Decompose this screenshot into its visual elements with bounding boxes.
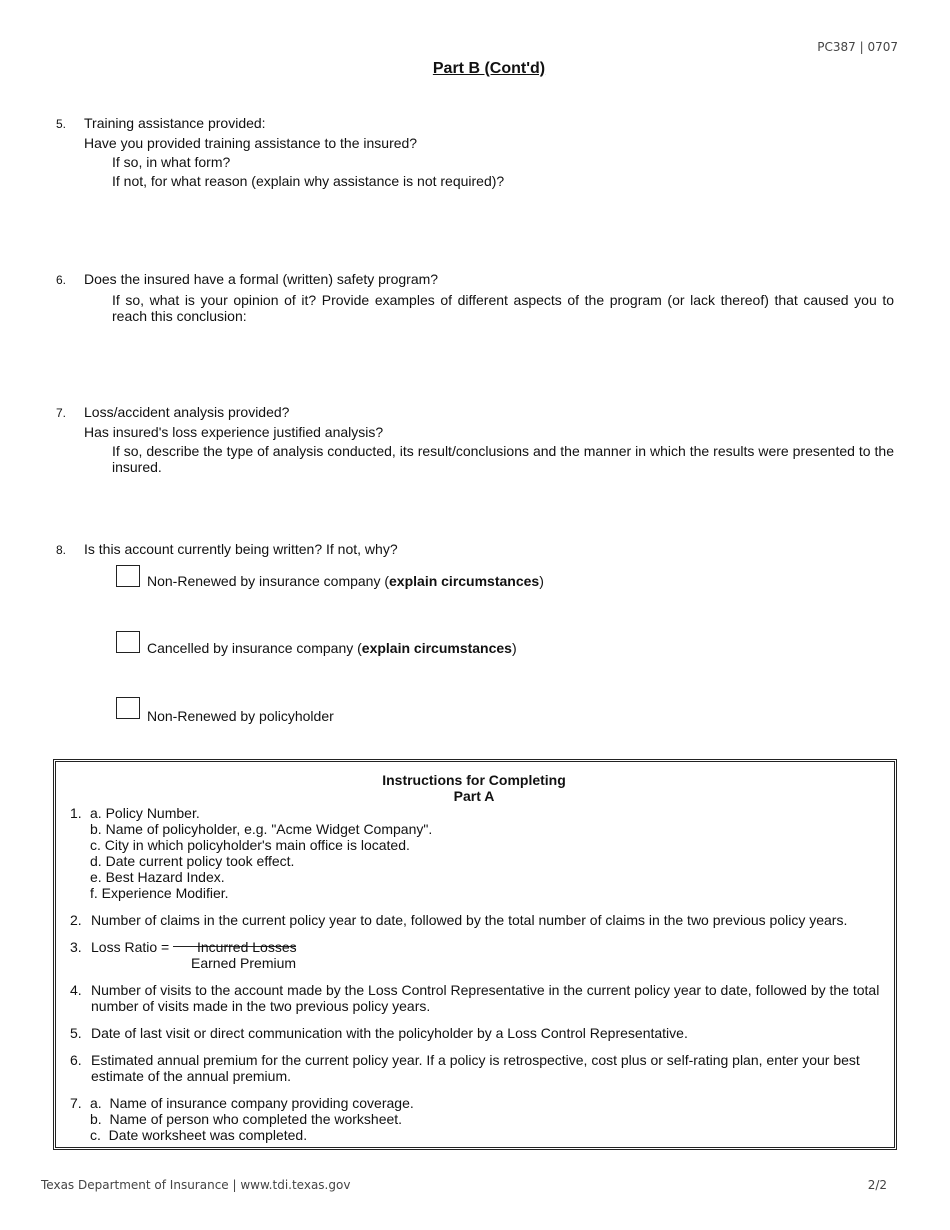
loss-ratio-denominator: Earned Premium: [191, 955, 297, 971]
question-7-text: Loss/accident analysis provided?: [84, 404, 290, 420]
page-number: 2/2: [867, 1178, 887, 1192]
instruction-2-number: 2.: [70, 912, 82, 928]
instruction-4-number: 4.: [70, 982, 82, 998]
instruction-1-list: [90, 805, 432, 901]
question-7-line-2: If so, describe the type of analysis conducted, its result/conclusions and the manner in which the results were presented to the insured.: [112, 443, 894, 475]
cancelled-insurer-checkbox[interactable]: [116, 631, 140, 653]
cancelled-insurer-label: Cancelled by insurance company (explain circumstances): [147, 640, 517, 656]
instruction-2-text: Number of claims in the current policy year to date, followed by the total number of claims in the two previous policy years.: [91, 912, 848, 928]
question-7-line-1: Has insured's loss experience justified analysis?: [84, 424, 384, 440]
instruction-1c: c. City in which policyholder's main office is located.: [90, 837, 410, 853]
question-5-line-1: Have you provided training assistance to the insured?: [84, 135, 418, 151]
non-renewed-policyholder-label: Non-Renewed by policyholder: [147, 708, 334, 724]
instruction-1e: e. Best Hazard Index.: [90, 869, 225, 885]
instruction-1b: b. Name of policyholder, e.g. "Acme Widget Company".: [90, 821, 433, 837]
instruction-7a: a. Name of insurance company providing coverage.: [90, 1095, 414, 1111]
instruction-1d: d. Date current policy took effect.: [90, 853, 295, 869]
instruction-1-number: 1.: [70, 805, 82, 821]
instruction-3-number: 3.: [70, 939, 82, 955]
question-5-line-2: If so, in what form?: [112, 154, 231, 170]
question-6-number: 6.: [56, 273, 67, 287]
question-6-line-1: If so, what is your opinion of it? Provide examples of different aspects of the program (or lack thereof) that caused you to reach this conclusion:: [112, 292, 894, 324]
question-7-number: 7.: [56, 406, 67, 420]
non-renewed-insurer-checkbox[interactable]: [116, 565, 140, 587]
question-8-text: Is this account currently being written? If not, why?: [84, 541, 398, 557]
non-renewed-policyholder-checkbox[interactable]: [116, 697, 140, 719]
question-6-text: Does the insured have a formal (written) safety program?: [84, 271, 439, 287]
footer-agency: Texas Department of Insurance | www.tdi.texas.gov: [41, 1178, 351, 1192]
instruction-1f: f. Experience Modifier.: [90, 885, 229, 901]
loss-ratio-label: Loss Ratio =: [91, 939, 170, 955]
instruction-7b: b. Name of person who completed the worksheet.: [90, 1111, 403, 1127]
question-5-text: Training assistance provided:: [84, 115, 266, 131]
instruction-1a: a. Policy Number.: [90, 805, 200, 821]
instruction-7-number: 7.: [70, 1095, 82, 1111]
instruction-5-number: 5.: [70, 1025, 82, 1041]
form-id: PC387 | 0707: [817, 40, 898, 54]
instruction-6-number: 6.: [70, 1052, 82, 1068]
loss-ratio-numerator: Incurred Losses: [197, 939, 297, 955]
instruction-4-text: Number of visits to the account made by the Loss Control Representative in the current policy year to date, followed by the total number of visits made in the two previous policy years.: [91, 982, 880, 1014]
question-5-number: 5.: [56, 117, 67, 131]
instruction-6-text: Estimated annual premium for the current policy year. If a policy is retrospective, cost plus or self-rating plan, enter your best estimate of the annual premium.: [91, 1052, 860, 1084]
instruction-7-list: [90, 1095, 414, 1143]
instruction-7c: c. Date worksheet was completed.: [90, 1127, 308, 1143]
question-5-line-3: If not, for what reason (explain why assistance is not required)?: [112, 173, 505, 189]
instruction-5-text: Date of last visit or direct communication with the policyholder by a Loss Control Representative.: [91, 1025, 688, 1041]
page-title: Part B (Cont'd): [432, 60, 546, 77]
question-8-number: 8.: [56, 543, 67, 557]
non-renewed-insurer-label: Non-Renewed by insurance company (explain circumstances): [147, 573, 544, 589]
instructions-title: Instructions for Completing Part A: [382, 772, 566, 804]
